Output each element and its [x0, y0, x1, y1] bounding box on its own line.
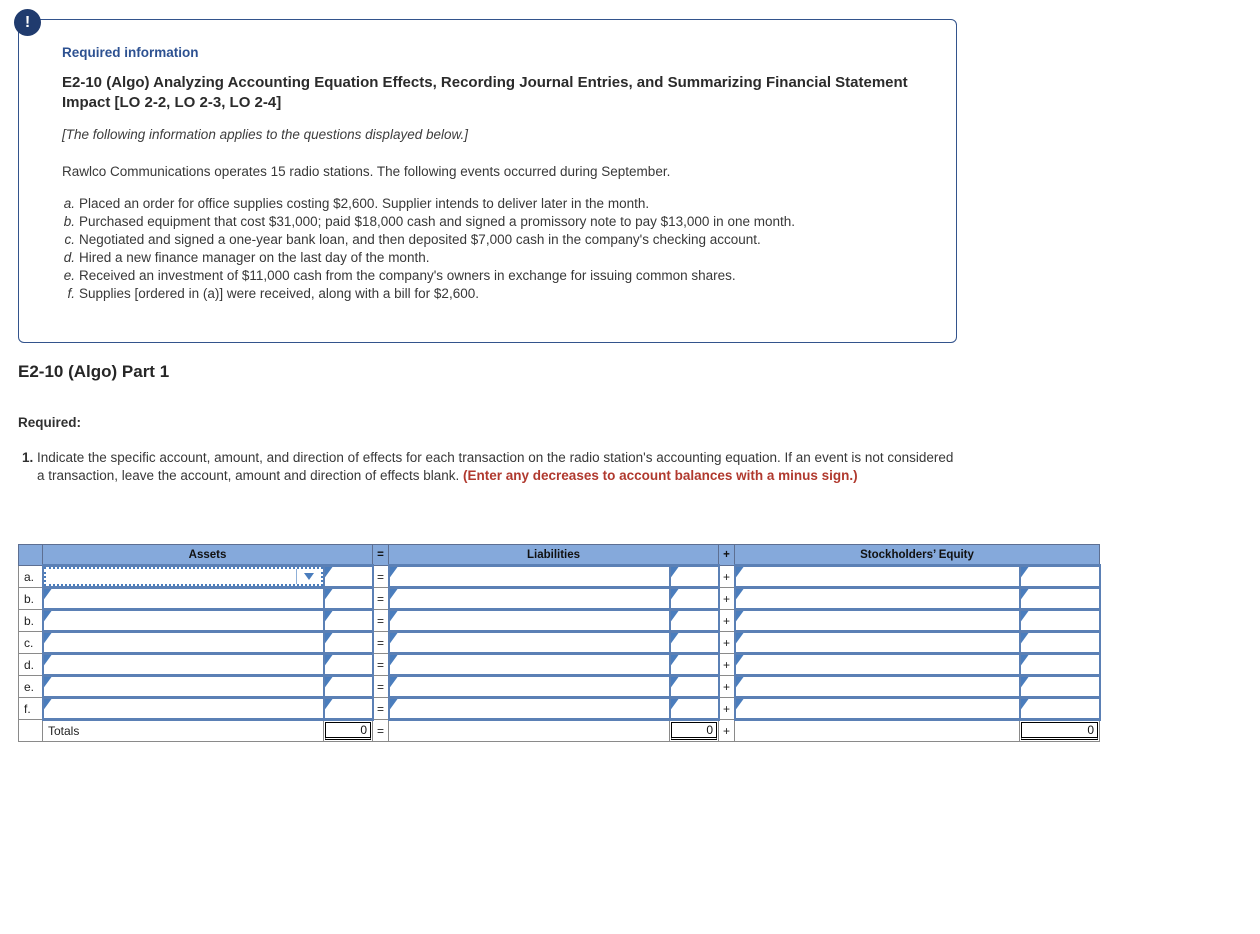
liabilities-amount-cell[interactable] [670, 632, 719, 654]
cell-marker-icon [1021, 611, 1029, 622]
question-1 [22, 449, 960, 485]
row-label: c. [19, 632, 43, 654]
table-row [19, 588, 1100, 610]
assets-account-cell[interactable] [43, 676, 324, 698]
plus-sign: + [719, 588, 735, 610]
event-item [62, 249, 920, 267]
assets-amount-cell[interactable] [324, 632, 373, 654]
cell-marker-icon [390, 589, 398, 600]
assets-amount-cell[interactable] [324, 698, 373, 720]
table-row [19, 698, 1100, 720]
cell-marker-icon [325, 677, 333, 688]
equity-account-cell[interactable] [735, 588, 1020, 610]
cell-marker-icon [390, 699, 398, 710]
assets-account-cell[interactable] [43, 698, 324, 720]
cell-marker-icon [736, 589, 744, 600]
header-assets: Assets [43, 545, 373, 566]
equity-amount-cell[interactable] [1020, 632, 1100, 654]
equals-sign: = [373, 566, 389, 588]
liabilities-account-cell[interactable] [389, 610, 670, 632]
equity-account-cell[interactable] [735, 698, 1020, 720]
plus-sign: + [719, 654, 735, 676]
cell-marker-icon [736, 611, 744, 622]
event-item [62, 213, 920, 231]
cell-marker-icon [1021, 699, 1029, 710]
alert-icon: ! [14, 9, 41, 36]
event-letter: c. [64, 232, 75, 247]
event-list [62, 195, 920, 303]
totals-equals-sign: = [373, 720, 389, 742]
totals-equity-account [735, 720, 1020, 742]
totals-liabilities-account [389, 720, 670, 742]
event-letter: e. [63, 268, 75, 283]
plus-sign: + [719, 698, 735, 720]
event-letter: d. [63, 250, 75, 265]
liabilities-account-cell[interactable] [389, 654, 670, 676]
equity-amount-cell[interactable] [1020, 698, 1100, 720]
table-row [19, 654, 1100, 676]
assets-account-cell[interactable] [43, 566, 324, 588]
header-corner [19, 545, 43, 566]
dropdown-button[interactable] [296, 569, 321, 584]
equity-amount-cell[interactable] [1020, 676, 1100, 698]
row-label: b. [19, 588, 43, 610]
cell-marker-icon [1021, 655, 1029, 666]
question-text-main: Indicate the specific account, amount, and direction of effects for each transaction on the radio station's accounting equation. If an event is not considered a transaction, leave the account, amount and direction of effects blank. [37, 450, 954, 483]
liabilities-amount-cell[interactable] [670, 610, 719, 632]
event-letter: f. [67, 286, 75, 301]
plus-sign: + [719, 676, 735, 698]
totals-liabilities-amount: 0 [670, 720, 719, 742]
cell-marker-icon [736, 567, 744, 578]
row-label: f. [19, 698, 43, 720]
cell-marker-icon [44, 699, 52, 710]
question-number: 1. [22, 450, 34, 465]
liabilities-account-cell[interactable] [389, 676, 670, 698]
liabilities-amount-cell[interactable] [670, 566, 719, 588]
equity-account-cell[interactable] [735, 632, 1020, 654]
plus-sign: + [719, 566, 735, 588]
event-text: Hired a new finance manager on the last day of the month. [79, 250, 430, 265]
assets-account-cell[interactable] [43, 610, 324, 632]
row-label: e. [19, 676, 43, 698]
cell-marker-icon [44, 611, 52, 622]
totals-row-label [19, 720, 43, 742]
assets-account-cell[interactable] [43, 632, 324, 654]
account-dropdown-value[interactable] [46, 569, 296, 584]
totals-label: Totals [43, 720, 324, 742]
liabilities-amount-cell[interactable] [670, 654, 719, 676]
table-row [19, 610, 1100, 632]
cell-marker-icon [736, 633, 744, 644]
cell-marker-icon [44, 655, 52, 666]
cell-marker-icon [1021, 567, 1029, 578]
equity-amount-cell[interactable] [1020, 654, 1100, 676]
equity-amount-cell[interactable] [1020, 588, 1100, 610]
event-text: Purchased equipment that cost $31,000; paid $18,000 cash and signed a promissory note to pay $13,000 in one month. [79, 214, 795, 229]
required-information-box [18, 19, 957, 343]
cell-marker-icon [325, 611, 333, 622]
equals-sign: = [373, 654, 389, 676]
event-item [62, 267, 920, 285]
event-text: Negotiated and signed a one-year bank loan, and then deposited $7,000 cash in the company's checking account. [79, 232, 761, 247]
cell-marker-icon [390, 567, 398, 578]
header-liabilities: Liabilities [389, 545, 719, 566]
cell-marker-icon [44, 677, 52, 688]
cell-marker-icon [671, 633, 679, 644]
totals-equity-amount: 0 [1020, 720, 1100, 742]
required-label: Required: [18, 415, 82, 430]
assets-account-cell[interactable] [43, 588, 324, 610]
liabilities-amount-cell[interactable] [670, 588, 719, 610]
table-row [19, 632, 1100, 654]
equity-account-cell[interactable] [735, 566, 1020, 588]
plus-sign: + [719, 610, 735, 632]
header-plus: + [719, 545, 735, 566]
plus-sign: + [719, 632, 735, 654]
table-row [19, 676, 1100, 698]
equals-sign: = [373, 588, 389, 610]
cell-marker-icon [671, 699, 679, 710]
cell-marker-icon [736, 699, 744, 710]
cell-marker-icon [325, 589, 333, 600]
cell-marker-icon [1021, 633, 1029, 644]
accounting-equation-table [18, 544, 1101, 742]
assets-amount-cell[interactable] [324, 676, 373, 698]
cell-marker-icon [1021, 589, 1029, 600]
required-information-label: Required information [62, 45, 199, 60]
equity-amount-cell[interactable] [1020, 566, 1100, 588]
assets-amount-cell[interactable] [324, 566, 373, 588]
cell-marker-icon [671, 567, 679, 578]
problem-title: E2-10 (Algo) Analyzing Accounting Equation Effects, Recording Journal Entries, and Summarizing Financial Statement Impact [LO 2-2, LO 2-3, LO 2-4] [62, 74, 908, 111]
event-item [62, 231, 920, 249]
liabilities-account-cell[interactable] [389, 588, 670, 610]
liabilities-account-cell[interactable] [389, 632, 670, 654]
equity-account-cell[interactable] [735, 676, 1020, 698]
intro-paragraph: Rawlco Communications operates 15 radio stations. The following events occurred during September. [62, 164, 671, 179]
totals-plus-sign: + [719, 720, 735, 742]
equals-sign: = [373, 610, 389, 632]
cell-marker-icon [1021, 677, 1029, 688]
cell-marker-icon [671, 611, 679, 622]
cell-marker-icon [736, 655, 744, 666]
cell-marker-icon [671, 589, 679, 600]
cell-marker-icon [390, 611, 398, 622]
liabilities-amount-cell[interactable] [670, 676, 719, 698]
row-label: a. [19, 566, 43, 588]
row-label: b. [19, 610, 43, 632]
liabilities-account-cell[interactable] [389, 698, 670, 720]
question-emphasis: (Enter any decreases to account balances with a minus sign.) [463, 468, 858, 483]
cell-marker-icon [325, 567, 333, 578]
equity-account-cell[interactable] [735, 654, 1020, 676]
question-text [37, 449, 960, 485]
account-dropdown[interactable] [44, 567, 323, 586]
cell-marker-icon [671, 677, 679, 688]
applies-note: [The following information applies to the questions displayed below.] [62, 127, 468, 142]
totals-assets-amount: 0 [324, 720, 373, 742]
cell-marker-icon [390, 633, 398, 644]
event-text: Placed an order for office supplies costing $2,600. Supplier intends to deliver later in the month. [79, 196, 650, 211]
equals-sign: = [373, 698, 389, 720]
event-text: Received an investment of $11,000 cash from the company's owners in exchange for issuing common shares. [79, 268, 736, 283]
cell-marker-icon [44, 633, 52, 644]
cell-marker-icon [325, 655, 333, 666]
cell-marker-icon [671, 655, 679, 666]
assets-amount-cell[interactable] [324, 654, 373, 676]
part-heading: E2-10 (Algo) Part 1 [18, 362, 170, 381]
equals-sign: = [373, 676, 389, 698]
row-label: d. [19, 654, 43, 676]
cell-marker-icon [390, 677, 398, 688]
equity-account-cell[interactable] [735, 610, 1020, 632]
totals-row [19, 720, 1100, 742]
event-item [62, 195, 920, 213]
liabilities-amount-cell[interactable] [670, 698, 719, 720]
equals-sign: = [373, 632, 389, 654]
event-item [62, 285, 920, 303]
cell-marker-icon [44, 589, 52, 600]
header-equity: Stockholders’ Equity [735, 545, 1100, 566]
cell-marker-icon [390, 655, 398, 666]
assets-amount-cell[interactable] [324, 588, 373, 610]
cell-marker-icon [325, 699, 333, 710]
assets-account-cell[interactable] [43, 654, 324, 676]
equity-amount-cell[interactable] [1020, 610, 1100, 632]
cell-marker-icon [736, 677, 744, 688]
cell-marker-icon [325, 633, 333, 644]
event-letter: a. [63, 196, 75, 211]
event-letter: b. [63, 214, 75, 229]
table-row [19, 566, 1100, 588]
table-header-row [19, 545, 1100, 566]
event-text: Supplies [ordered in (a)] were received, along with a bill for $2,600. [79, 286, 479, 301]
assets-amount-cell[interactable] [324, 610, 373, 632]
header-equals: = [373, 545, 389, 566]
dropdown-caret-icon [304, 573, 314, 580]
liabilities-account-cell[interactable] [389, 566, 670, 588]
